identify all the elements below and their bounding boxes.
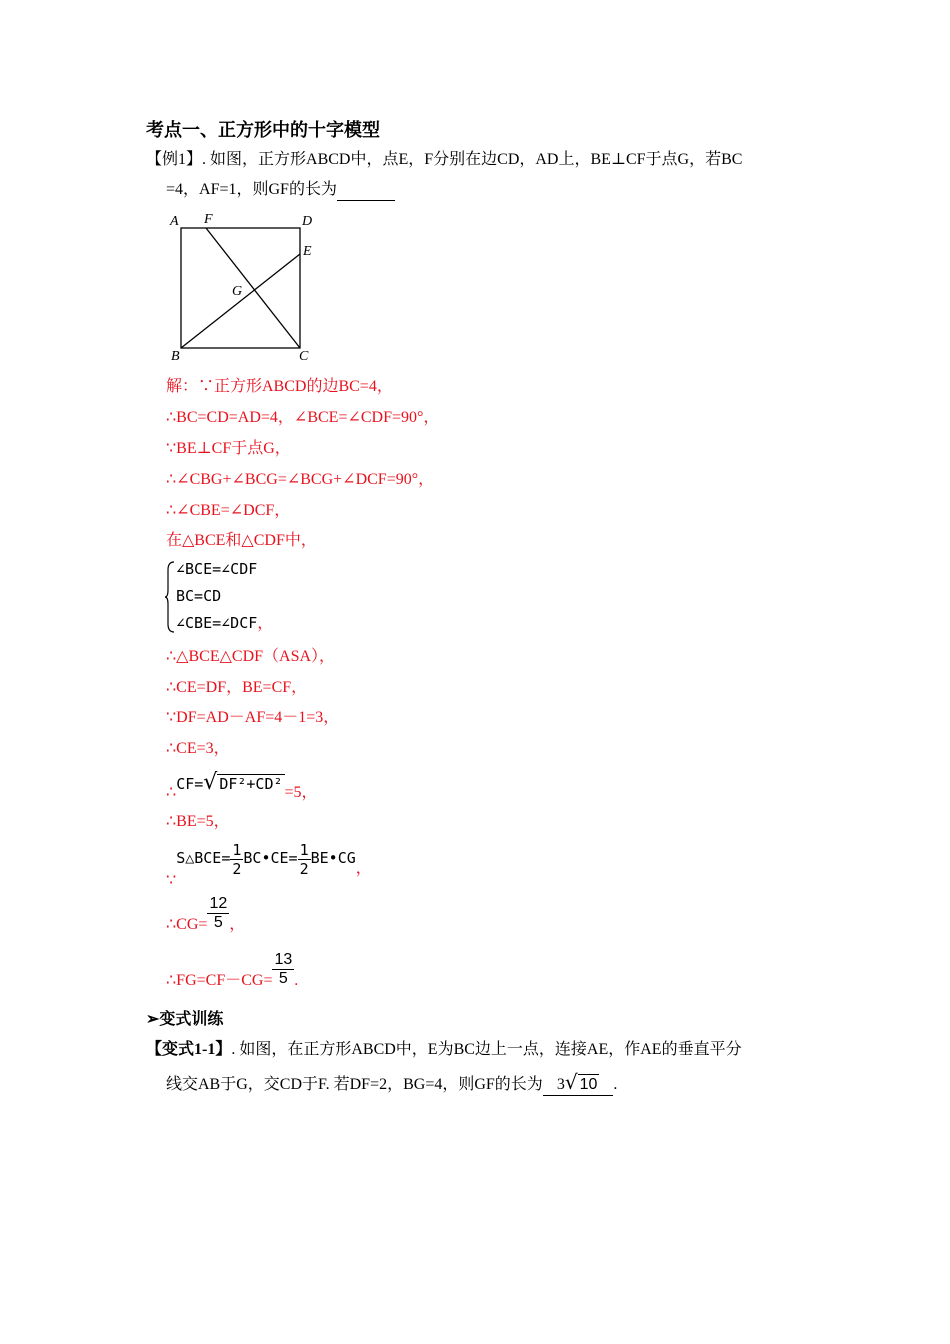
solution-line-9: ∵DF=AD－AF=4－1=3， xyxy=(166,709,340,726)
solution-line-8: ∴CE=DF，BE=CF， xyxy=(166,679,308,696)
sqrt-expression xyxy=(203,770,284,795)
radicand: DF²+CD² xyxy=(219,775,283,793)
solution-line-11 xyxy=(166,770,318,803)
system-eq-1: ∠BCE=∠CDF xyxy=(176,560,258,578)
practice-text-1: . 如图，在正方形ABCD中，E为BC边上一点，连接AE，作AE的垂直平分 xyxy=(231,1041,742,1058)
cf-label: CF= xyxy=(176,775,204,793)
square-figure xyxy=(164,208,324,368)
system-eq-3-row xyxy=(176,614,273,634)
solution-line-7: ∴△BCE△CDF（ASA）， xyxy=(166,648,336,665)
system-eq-2: BC=CD xyxy=(176,587,222,605)
fraction-12-5: $\frac{12}{5}$ xyxy=(209,895,228,931)
example-text-2: =4，AF=1，则GF的长为 xyxy=(166,181,337,198)
example-tag: 【例1】 xyxy=(146,151,203,168)
example-text-1: . 如图，正方形ABCD中，点E，F分别在边CD，AD上，BE⊥CF于点G，若BC xyxy=(202,151,743,168)
fraction-13-5: $\frac{13}{5}$ xyxy=(274,951,293,987)
solution-line-5: ∴∠CBE=∠DCF， xyxy=(166,502,291,519)
solution-line-6: 在△BCE和△CDF中， xyxy=(166,532,317,549)
answer-blank xyxy=(337,180,395,201)
area-comma: ， xyxy=(355,860,372,878)
solution-line-14 xyxy=(166,895,245,935)
cg-comma: ， xyxy=(229,916,246,934)
fraction-half-2: $\frac{1}{2}$ xyxy=(299,841,309,878)
label-g: G xyxy=(232,284,243,299)
label-d: D xyxy=(302,214,313,229)
example-line-1 xyxy=(146,150,742,170)
area-symbol: S△BCE= xyxy=(176,849,231,868)
segment-cf xyxy=(206,228,300,348)
example-line-2 xyxy=(166,180,395,201)
label-a: A xyxy=(170,214,179,229)
solution-line-2: ∴BC=CD=AD=4，∠BCE=∠CDF=90°， xyxy=(166,409,440,426)
label-c: C xyxy=(299,349,309,364)
solution-line-4: ∴∠CBG+∠BCG=∠BCG+∠DCF=90°， xyxy=(166,471,435,488)
label-b: B xyxy=(171,349,180,364)
practice-line-2 xyxy=(166,1072,617,1096)
practice-title: ➢变式训练 xyxy=(146,1011,224,1028)
fraction-half-1: $\frac{1}{2}$ xyxy=(232,841,242,878)
segment-be xyxy=(181,254,300,348)
because-symbol: ∵ xyxy=(166,872,177,890)
system-eq-3: ∠CBE=∠DCF xyxy=(176,614,258,632)
radical-sign: √ xyxy=(203,770,218,795)
solution-line-13 xyxy=(166,841,372,891)
answer-radical-sign: √ xyxy=(564,1070,578,1094)
solution-line-1: 解：∵正方形ABCD的边BC=4， xyxy=(166,378,393,395)
section-title: 考点一、正方形中的十字模型 xyxy=(146,120,380,141)
therefore-symbol: ∴ xyxy=(166,784,177,801)
label-f: F xyxy=(204,212,213,227)
cf-result: =5， xyxy=(284,784,318,801)
answer-coefficient: 3 xyxy=(556,1076,565,1093)
fg-label: ∴FG=CF－CG= xyxy=(166,972,273,990)
solution-line-10: ∴CE=3， xyxy=(166,740,230,757)
practice-tag: 【变式1-1】 xyxy=(146,1041,232,1058)
solution-line-3: ∵BE⊥CF于点G， xyxy=(166,440,291,457)
solution-line-15 xyxy=(166,951,298,991)
practice-line-1 xyxy=(146,1040,742,1060)
practice-answer xyxy=(543,1072,614,1096)
system-eq-3-comma: ， xyxy=(257,615,274,632)
fg-period: . xyxy=(294,972,299,990)
cg-label: ∴CG= xyxy=(166,916,208,934)
area-end: BE•CG xyxy=(310,849,356,868)
practice-text-2: 线交AB于G，交CD于F. 若DF=2，BG=4，则GF的长为 xyxy=(166,1076,543,1093)
practice-end: . xyxy=(613,1076,618,1093)
system-brace xyxy=(164,560,176,634)
solution-line-12: ∴BE=5， xyxy=(166,813,230,830)
label-e: E xyxy=(303,244,312,259)
answer-radicand: 10 xyxy=(579,1076,598,1093)
area-mid: BC•CE= xyxy=(243,849,298,868)
